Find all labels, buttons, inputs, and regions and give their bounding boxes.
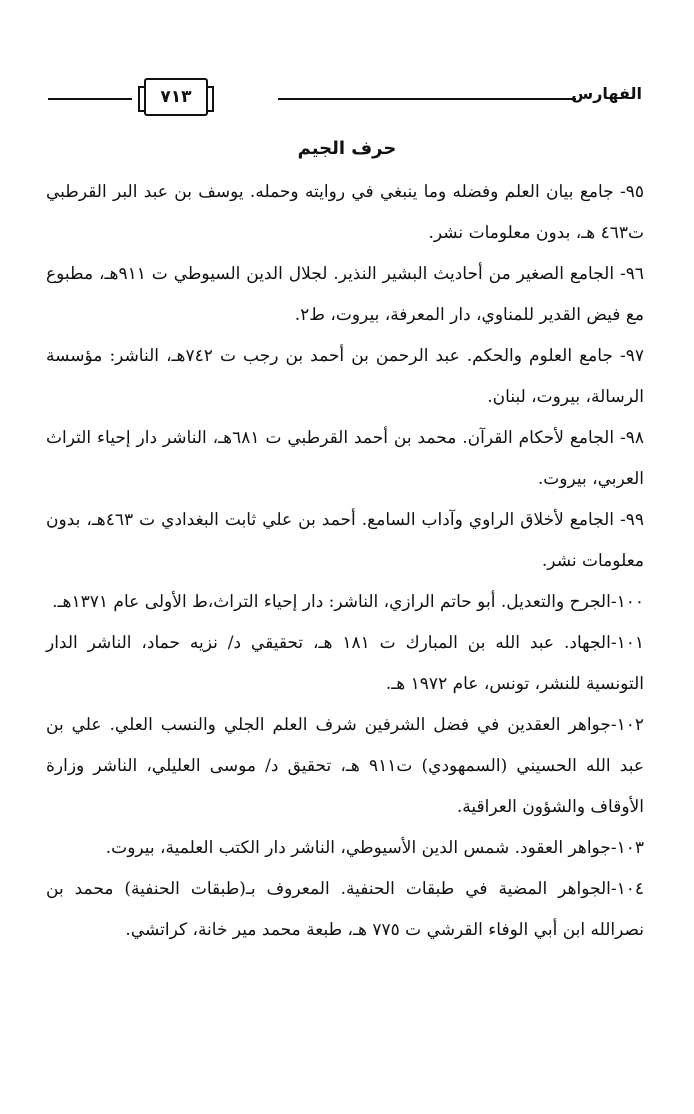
bibliography-entry: ١٠٠-الجرح والتعديل. أبو حاتم الرازي، الناشر: دار إحياء التراث،ط الأولى عام ١٣٧١هـ. [52, 592, 644, 612]
running-title: الفهارس [571, 84, 642, 103]
bibliography-entry: ٩٧- جامع العلوم والحكم. عبد الرحمن بن أحمد بن رجب ت ٧٤٢هـ، الناشر: مؤسسة الرسالة، بيروت، لبنان. [46, 346, 644, 407]
bibliography-entry: ٩٦- الجامع الصغير من أحاديث البشير النذير. لجلال الدين السيوطي ت ٩١١هـ، مطبوع مع فيض القدير للمناوي، دار المعرفة، بيروت، ط٢. [46, 264, 644, 325]
header-rule-right [278, 98, 576, 100]
bibliography-entry: ٩٨- الجامع لأحكام القرآن. محمد بن أحمد القرطبي ت ٦٨١هـ، الناشر دار إحياء التراث العربي، بيروت. [46, 428, 644, 489]
section-title: حرف الجيم [297, 138, 397, 159]
bibliography-entry: ١٠٢-جواهر العقدين في فضل الشرفين شرف العلم الجلي والنسب العلي. علي بن عبد الله الحسيني (السمهودي) ت٩١١ هـ، تحقيق د/ موسى العليلي، الناشر وزارة الأوقاف والشؤون العراقية. [46, 715, 644, 817]
page-number: ٧١٣ [144, 78, 208, 116]
bibliography-entry: ٩٩- الجامع لأخلاق الراوي وآداب السامع. أحمد بن علي ثابت البغدادي ت ٤٦٣هـ، بدون معلومات نشر. [46, 510, 644, 571]
bibliography-entry: ١٠١-الجهاد. عبد الله بن المبارك ت ١٨١ هـ، تحقيقي د/ نزيه حماد، الناشر الدار التونسية للنشر، تونس، عام ١٩٧٢ هـ. [46, 633, 644, 694]
bibliography-entry: ١٠٤-الجواهر المضية في طبقات الحنفية. المعروف بـ(طبقات الحنفية) محمد بن نصرالله ابن أبي الوفاء القرشي ت ٧٧٥ هـ، طبعة محمد مير خانة، كراتشي. [46, 879, 644, 940]
header-rule-left [48, 98, 132, 100]
page-header [48, 76, 642, 120]
bibliography-list [46, 172, 644, 951]
bibliography-entry: ٩٥- جامع بيان العلم وفضله وما ينبغي في روايته وحمله. يوسف بن عبد البر القرطبي ت٤٦٣ هـ، بدون معلومات نشر. [46, 182, 644, 243]
bibliography-entry: ١٠٣-جواهر العقود. شمس الدين الأسيوطي، الناشر دار الكتب العلمية، بيروت. [105, 838, 644, 858]
